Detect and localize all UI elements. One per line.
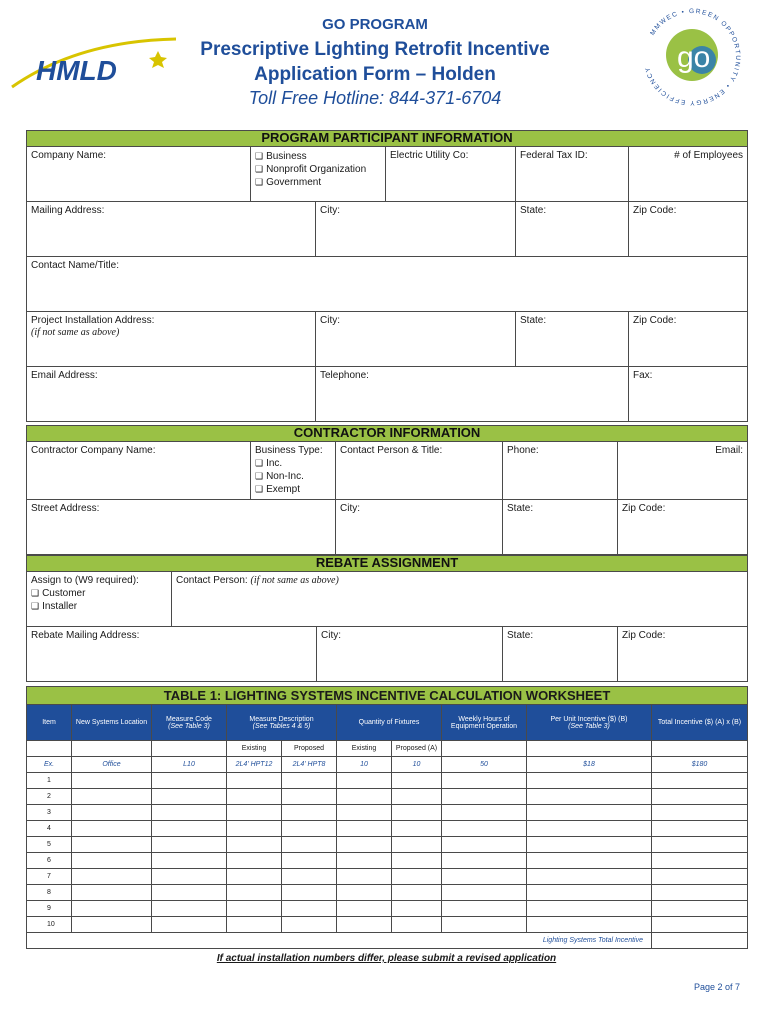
telephone-field[interactable] (316, 367, 629, 422)
measure-code-label: Measure Code (166, 715, 212, 723)
worksheet-input-cell[interactable] (392, 789, 442, 805)
email-label: Email Address: (31, 370, 98, 381)
worksheet-input-cell[interactable] (442, 821, 527, 837)
project-city-label: City: (320, 315, 340, 326)
blank-cell (652, 741, 748, 757)
subhead-existing-desc: Existing (227, 741, 282, 757)
worksheet-input-cell[interactable] (652, 885, 748, 901)
hotline: Toll Free Hotline: 844-371-6704 (248, 88, 502, 108)
rebate-contact-field[interactable] (172, 572, 748, 627)
worksheet-input-cell[interactable] (282, 773, 337, 789)
assign-to-field (27, 572, 172, 627)
worksheet-row (27, 901, 748, 917)
worksheet-input-cell[interactable] (152, 885, 227, 901)
rebate-heading: REBATE ASSIGNMENT (27, 556, 748, 572)
row-number: 9 (27, 901, 72, 917)
hmld-logo (8, 35, 180, 90)
per-unit-label: Per Unit Incentive ($) (B) (550, 715, 628, 723)
worksheet-input-cell[interactable] (72, 901, 152, 917)
example-cell: Ex. (27, 757, 72, 773)
worksheet-input-cell[interactable] (282, 901, 337, 917)
electric-utility-field[interactable] (386, 147, 516, 202)
electric-utility-label: Electric Utility Co: (390, 150, 469, 161)
contractor-zip-label: Zip Code: (622, 503, 666, 514)
zip-label: Zip Code: (633, 205, 677, 216)
example-cell: L10 (152, 757, 227, 773)
worksheet-input-cell[interactable] (227, 789, 282, 805)
worksheet-input-cell[interactable] (652, 853, 748, 869)
worksheet-input-cell[interactable] (337, 805, 392, 821)
company-name-field[interactable] (27, 147, 251, 202)
contractor-contact-label: Contact Person & Title: (340, 445, 443, 456)
worksheet-input-cell[interactable] (527, 805, 652, 821)
assign-customer-checkbox[interactable]: ❑ Customer (31, 587, 167, 600)
rebate-section (26, 555, 748, 682)
rebate-mailing-label: Rebate Mailing Address: (31, 630, 140, 641)
col-quantity-header: Quantity of Fixtures (337, 705, 442, 741)
worksheet-input-cell[interactable] (392, 917, 442, 933)
example-cell: 50 (442, 757, 527, 773)
worksheet-input-cell[interactable] (392, 773, 442, 789)
worksheet-row (27, 853, 748, 869)
worksheet-input-cell[interactable] (652, 821, 748, 837)
example-cell: 10 (392, 757, 442, 773)
go-logo-text: go (677, 41, 711, 74)
measure-desc-label: Measure Description (249, 715, 314, 723)
assign-to-label: Assign to (W9 required): (31, 575, 139, 586)
business-type-noninc-checkbox[interactable]: ❑ Non-Inc. (255, 470, 331, 483)
row-number: 4 (27, 821, 72, 837)
col-location-header: New Systems Location (72, 705, 152, 741)
worksheet-input-cell[interactable] (282, 917, 337, 933)
email-field[interactable] (27, 367, 316, 422)
participant-section (26, 130, 748, 422)
fax-field[interactable] (629, 367, 748, 422)
blank-cell (442, 741, 527, 757)
worksheet-input-cell[interactable] (72, 837, 152, 853)
col-measure-code-header (152, 705, 227, 741)
mailing-address-field[interactable] (27, 202, 316, 257)
row-number: 8 (27, 885, 72, 901)
worksheet-input-cell[interactable] (442, 901, 527, 917)
project-address-note: (if not same as above) (31, 327, 120, 338)
blank-cell (27, 741, 72, 757)
city-field[interactable] (316, 202, 516, 257)
contractor-state-label: State: (507, 503, 534, 514)
worksheet-input-cell[interactable] (152, 853, 227, 869)
example-row (27, 757, 748, 773)
worksheet-input-cell[interactable] (337, 821, 392, 837)
worksheet-input-cell[interactable] (282, 853, 337, 869)
telephone-label: Telephone: (320, 370, 369, 381)
participant-heading: PROGRAM PARTICIPANT INFORMATION (27, 131, 748, 147)
contractor-company-label: Contractor Company Name: (31, 445, 156, 456)
worksheet-input-cell[interactable] (392, 885, 442, 901)
state-field[interactable] (516, 202, 629, 257)
contractor-email-label: Email: (715, 445, 744, 456)
worksheet-input-cell[interactable] (652, 837, 748, 853)
worksheet-row (27, 837, 748, 853)
worksheet-input-cell[interactable] (227, 917, 282, 933)
rebate-zip-label: Zip Code: (622, 630, 666, 641)
worksheet-input-cell[interactable] (72, 853, 152, 869)
worksheet-input-cell[interactable] (227, 853, 282, 869)
row-number: 10 (27, 917, 72, 933)
worksheet-input-cell[interactable] (442, 917, 527, 933)
rebate-contact-label: Contact Person: (176, 575, 248, 586)
worksheet-input-cell[interactable] (652, 901, 748, 917)
worksheet-input-cell[interactable] (527, 885, 652, 901)
worksheet-input-cell[interactable] (282, 821, 337, 837)
subhead-existing-qty: Existing (337, 741, 392, 757)
federal-tax-id-field[interactable] (516, 147, 629, 202)
worksheet-input-cell[interactable] (442, 837, 527, 853)
worksheet-input-cell[interactable] (72, 917, 152, 933)
worksheet-input-cell[interactable] (282, 869, 337, 885)
worksheet-input-cell[interactable] (527, 917, 652, 933)
rebate-zip-field[interactable] (618, 627, 748, 682)
project-state-field[interactable] (516, 312, 629, 367)
project-address-field[interactable] (27, 312, 316, 367)
worksheet-input-cell[interactable] (392, 901, 442, 917)
contractor-city-field[interactable] (336, 500, 503, 555)
project-zip-label: Zip Code: (633, 315, 677, 326)
worksheet-input-cell[interactable] (527, 837, 652, 853)
example-cell: 2L4' HPT12 (227, 757, 282, 773)
worksheet-input-cell[interactable] (527, 853, 652, 869)
contractor-phone-label: Phone: (507, 445, 539, 456)
contractor-street-label: Street Address: (31, 503, 100, 514)
measure-code-note: (See Table 3) (168, 722, 210, 730)
worksheet-input-cell[interactable] (337, 853, 392, 869)
col-per-unit-header (527, 705, 652, 741)
blank-cell (527, 741, 652, 757)
contractor-company-field[interactable] (27, 442, 251, 500)
org-type-nonprofit-checkbox[interactable]: ❑ Nonprofit Organization (255, 163, 381, 176)
worksheet-input-cell[interactable] (442, 789, 527, 805)
worksheet-input-cell[interactable] (152, 901, 227, 917)
worksheet-input-cell[interactable] (72, 805, 152, 821)
worksheet-input-cell[interactable] (227, 869, 282, 885)
worksheet-input-cell[interactable] (227, 821, 282, 837)
worksheet-input-cell[interactable] (152, 789, 227, 805)
worksheet-input-cell[interactable] (72, 773, 152, 789)
revision-footnote: If actual installation numbers differ, please submit a revised application (216, 953, 557, 964)
worksheet-row (27, 821, 748, 837)
project-state-label: State: (520, 315, 547, 326)
worksheet-input-cell[interactable] (527, 789, 652, 805)
row-number: 5 (27, 837, 72, 853)
org-type-business-checkbox[interactable]: ❑ Business (255, 150, 381, 163)
worksheet-input-cell[interactable] (152, 805, 227, 821)
fax-label: Fax: (633, 370, 653, 381)
worksheet-input-cell[interactable] (227, 901, 282, 917)
example-cell: 10 (337, 757, 392, 773)
rebate-state-label: State: (507, 630, 534, 641)
worksheet-input-cell[interactable] (652, 917, 748, 933)
worksheet-input-cell[interactable] (227, 773, 282, 789)
contractor-email-field[interactable] (618, 442, 748, 500)
worksheet-input-cell[interactable] (392, 869, 442, 885)
worksheet-input-cell[interactable] (72, 789, 152, 805)
total-incentive-label: Lighting Systems Total Incentive (27, 933, 652, 949)
contractor-zip-field[interactable] (618, 500, 748, 555)
worksheet-input-cell[interactable] (337, 773, 392, 789)
project-city-field[interactable] (316, 312, 516, 367)
project-zip-field[interactable] (629, 312, 748, 367)
row-number: 3 (27, 805, 72, 821)
incentive-worksheet (26, 686, 748, 949)
business-type-exempt-checkbox[interactable]: ❑ Exempt (255, 483, 331, 496)
worksheet-input-cell[interactable] (72, 885, 152, 901)
worksheet-rows (27, 773, 748, 933)
worksheet-row (27, 885, 748, 901)
contact-name-field[interactable] (27, 257, 748, 312)
company-name-label: Company Name: (31, 150, 107, 161)
worksheet-input-cell[interactable] (152, 821, 227, 837)
worksheet-input-cell[interactable] (442, 773, 527, 789)
row-number: 2 (27, 789, 72, 805)
mailing-address-label: Mailing Address: (31, 205, 105, 216)
worksheet-input-cell[interactable] (152, 837, 227, 853)
worksheet-input-cell[interactable] (152, 917, 227, 933)
worksheet-input-cell[interactable] (337, 901, 392, 917)
example-cell: Office (72, 757, 152, 773)
contractor-heading: CONTRACTOR INFORMATION (27, 426, 748, 442)
contractor-section (26, 425, 748, 555)
worksheet-input-cell[interactable] (337, 837, 392, 853)
contractor-phone-field[interactable] (503, 442, 618, 500)
worksheet-input-cell[interactable] (72, 869, 152, 885)
worksheet-input-cell[interactable] (337, 869, 392, 885)
project-address-label: Project Installation Address: (31, 315, 155, 326)
federal-tax-id-label: Federal Tax ID: (520, 150, 588, 161)
per-unit-note: (See Table 3) (568, 722, 610, 730)
worksheet-input-cell[interactable] (442, 853, 527, 869)
worksheet-input-cell[interactable] (652, 869, 748, 885)
worksheet-input-cell[interactable] (282, 789, 337, 805)
worksheet-input-cell[interactable] (392, 837, 442, 853)
contractor-state-field[interactable] (503, 500, 618, 555)
rebate-state-field[interactable] (503, 627, 618, 682)
worksheet-input-cell[interactable] (227, 805, 282, 821)
worksheet-input-cell[interactable] (527, 821, 652, 837)
business-type-inc-checkbox[interactable]: ❑ Inc. (255, 457, 331, 470)
row-number: 7 (27, 869, 72, 885)
rebate-mailing-field[interactable] (27, 627, 317, 682)
program-name: GO PROGRAM (322, 16, 428, 33)
worksheet-input-cell[interactable] (227, 885, 282, 901)
worksheet-input-cell[interactable] (152, 869, 227, 885)
blank-cell (72, 741, 152, 757)
contractor-contact-field[interactable] (336, 442, 503, 500)
worksheet-input-cell[interactable] (282, 837, 337, 853)
worksheet-input-cell[interactable] (652, 789, 748, 805)
total-incentive-cell[interactable] (652, 933, 748, 949)
form-title (190, 37, 560, 87)
col-measure-desc-header (227, 705, 337, 741)
rebate-city-field[interactable] (317, 627, 503, 682)
contractor-city-label: City: (340, 503, 360, 514)
blank-cell (152, 741, 227, 757)
worksheet-input-cell[interactable] (527, 773, 652, 789)
worksheet-input-cell[interactable] (337, 885, 392, 901)
worksheet-input-cell[interactable] (442, 869, 527, 885)
worksheet-input-cell[interactable] (442, 805, 527, 821)
business-type-field (251, 442, 336, 500)
go-green-logo (640, 5, 745, 110)
go-logo-ring-text: MMWEC • GREEN OPPORTUNITY • ENERGY EFFICIENCY (643, 7, 742, 107)
row-number: 6 (27, 853, 72, 869)
employees-label: # of Employees (674, 150, 744, 161)
worksheet-title: TABLE 1: LIGHTING SYSTEMS INCENTIVE CALCULATION WORKSHEET (27, 687, 748, 705)
page-number: Page 2 of 7 (693, 982, 740, 992)
worksheet-input-cell[interactable] (392, 805, 442, 821)
worksheet-input-cell[interactable] (282, 805, 337, 821)
worksheet-row (27, 805, 748, 821)
org-type-government-checkbox[interactable]: ❑ Government (255, 176, 381, 189)
worksheet-input-cell[interactable] (337, 917, 392, 933)
city-label: City: (320, 205, 340, 216)
rebate-contact-note: (if not same as above) (250, 575, 339, 586)
worksheet-input-cell[interactable] (337, 789, 392, 805)
zip-field[interactable] (629, 202, 748, 257)
worksheet-input-cell[interactable] (652, 773, 748, 789)
worksheet-input-cell[interactable] (227, 837, 282, 853)
worksheet-input-cell[interactable] (652, 805, 748, 821)
form-title-line1: Prescriptive Lighting Retrofit Incentive (200, 39, 550, 60)
hmld-logo-text: HMLD (36, 55, 117, 86)
subhead-proposed-qty: Proposed (A) (392, 741, 442, 757)
contractor-street-field[interactable] (27, 500, 336, 555)
worksheet-row (27, 917, 748, 933)
col-total-header: Total Incentive ($) (A) x (B) (652, 705, 748, 741)
worksheet-input-cell[interactable] (152, 773, 227, 789)
worksheet-row (27, 869, 748, 885)
subhead-proposed-desc: Proposed (282, 741, 337, 757)
state-label: State: (520, 205, 547, 216)
worksheet-input-cell[interactable] (392, 853, 442, 869)
worksheet-input-cell[interactable] (282, 885, 337, 901)
contact-name-label: Contact Name/Title: (31, 260, 119, 271)
example-cell: $180 (652, 757, 748, 773)
worksheet-row (27, 773, 748, 789)
worksheet-input-cell[interactable] (392, 821, 442, 837)
measure-desc-note: (See Tables 4 & 5) (252, 722, 311, 730)
worksheet-input-cell[interactable] (72, 821, 152, 837)
row-number: 1 (27, 773, 72, 789)
worksheet-input-cell[interactable] (527, 901, 652, 917)
worksheet-input-cell[interactable] (527, 869, 652, 885)
example-cell: $18 (527, 757, 652, 773)
assign-installer-checkbox[interactable]: ❑ Installer (31, 600, 167, 613)
org-type-field (251, 147, 386, 202)
rebate-city-label: City: (321, 630, 341, 641)
col-weekly-hours-header: Weekly Hours of Equipment Operation (442, 705, 527, 741)
worksheet-input-cell[interactable] (442, 885, 527, 901)
form-title-line2: Application Form – Holden (254, 64, 496, 85)
business-type-label: Business Type: (255, 445, 323, 456)
example-cell: 2L4' HPT8 (282, 757, 337, 773)
employees-field[interactable] (629, 147, 748, 202)
col-item-header: Item (27, 705, 72, 741)
worksheet-row (27, 789, 748, 805)
